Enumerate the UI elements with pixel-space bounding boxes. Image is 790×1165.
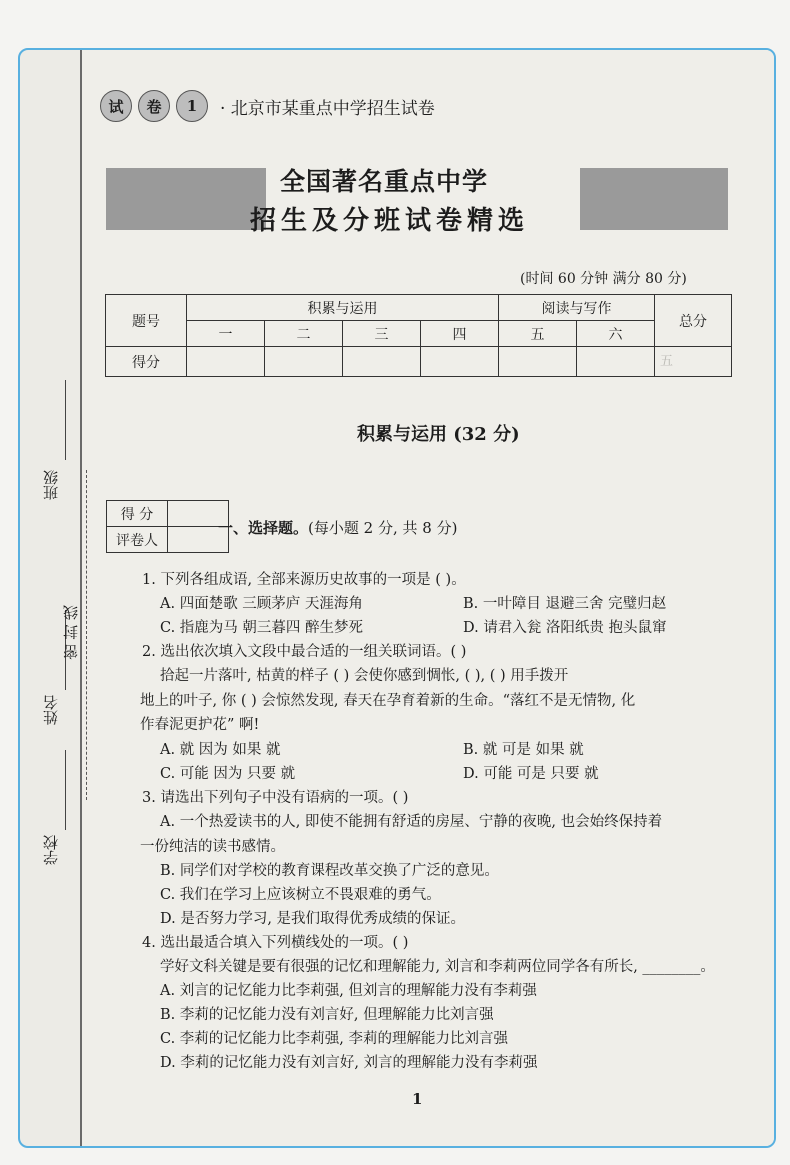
grade-score-label: 得 分 bbox=[107, 501, 168, 527]
school-blank bbox=[65, 750, 66, 830]
exam-time-info: (时间 60 分钟 满分 80 分) bbox=[520, 271, 687, 287]
score-cell bbox=[265, 347, 343, 377]
binding-gutter-line bbox=[80, 50, 82, 1146]
page-number: 1 bbox=[412, 1090, 423, 1108]
seal-line-label: 密 封 线 bbox=[62, 605, 80, 660]
question-1-option-a: A. 四面楚歌 三顾茅庐 天涯海角 bbox=[160, 596, 363, 612]
section-title: 积累与运用 (32 分) bbox=[357, 424, 520, 445]
score-cell bbox=[577, 347, 655, 377]
title-band-right bbox=[580, 168, 728, 230]
series-title: · 北京市某重点中学招生试卷 bbox=[220, 98, 435, 119]
title-sub: 招生及分班试卷精选 bbox=[250, 206, 530, 236]
score-table-score-label: 得分 bbox=[106, 347, 187, 377]
question-1-option-c: C. 指鹿为马 朝三暮四 醉生梦死 bbox=[160, 620, 364, 636]
grade-box bbox=[106, 500, 229, 553]
title-band-left bbox=[106, 168, 266, 230]
score-table-group-2: 阅读与写作 bbox=[499, 295, 655, 321]
score-cell bbox=[421, 347, 499, 377]
score-table bbox=[105, 294, 732, 377]
question-4-option-d: D. 李莉的记忆能力没有刘言好, 刘言的理解能力没有李莉强 bbox=[160, 1055, 538, 1071]
question-2-option-b: B. 就 可是 如果 就 bbox=[463, 742, 584, 758]
score-table-col: 二 bbox=[265, 321, 343, 347]
school-label: 学校 bbox=[42, 835, 60, 865]
score-cell-total bbox=[655, 347, 732, 377]
series-circle-1: 试 bbox=[100, 90, 132, 122]
score-table-total: 总分 bbox=[655, 295, 732, 347]
question-2-stem: 2. 选出依次填入文段中最合适的一组关联词语。( ) bbox=[142, 644, 467, 660]
series-header bbox=[100, 90, 435, 122]
name-label: 姓名 bbox=[42, 695, 60, 725]
score-table-group-1: 积累与运用 bbox=[187, 295, 499, 321]
question-2-passage-line-1: 拾起一片落叶, 枯黄的样子 ( ) 会使你感到惆怅, ( ), ( ) 用手拨开 bbox=[160, 668, 569, 684]
question-2-passage-line-2: 地上的叶子, 你 ( ) 会惊然发现, 春天在孕育着新的生命。“落红不是无情物, 化 bbox=[140, 693, 636, 709]
question-1-stem: 1. 下列各组成语, 全部来源历史故事的一项是 ( )。 bbox=[142, 572, 466, 588]
score-cell bbox=[343, 347, 421, 377]
question-2-option-d: D. 可能 可是 只要 就 bbox=[463, 766, 599, 782]
series-circle-number: 1 bbox=[176, 90, 208, 122]
series-circle-2: 卷 bbox=[138, 90, 170, 122]
score-table-col: 五 bbox=[499, 321, 577, 347]
question-3-option-a: A. 一个热爱读书的人, 即使不能拥有舒适的房屋、宁静的夜晚, 也会始终保持着 bbox=[160, 814, 663, 830]
question-3-stem: 3. 请选出下列句子中没有语病的一项。( ) bbox=[142, 790, 409, 806]
part1-title: 一、选择题。 bbox=[218, 519, 309, 537]
question-3-option-c: C. 我们在学习上应该树立不畏艰难的勇气。 bbox=[160, 887, 441, 903]
question-2-option-a: A. 就 因为 如果 就 bbox=[160, 742, 281, 758]
question-1-option-d: D. 请君入瓮 洛阳纸贵 抱头鼠窜 bbox=[463, 620, 667, 636]
grade-grader-label: 评卷人 bbox=[107, 527, 168, 553]
title-main: 全国著名重点中学 bbox=[280, 167, 489, 196]
bleed-through: 五 bbox=[660, 354, 674, 369]
score-cell bbox=[187, 347, 265, 377]
question-1-option-b: B. 一叶障目 退避三舍 完璧归赵 bbox=[463, 596, 667, 612]
question-4-passage: 学好文科关键是要有很强的记忆和理解能力, 刘言和李莉两位同学各有所长, ________。 bbox=[160, 959, 715, 975]
score-table-question-label: 题号 bbox=[106, 295, 187, 347]
class-blank bbox=[65, 380, 66, 460]
score-table-col: 三 bbox=[343, 321, 421, 347]
question-2-option-c: C. 可能 因为 只要 就 bbox=[160, 766, 296, 782]
question-3-option-a-cont: 一份纯洁的读书感情。 bbox=[140, 839, 285, 855]
score-table-col: 一 bbox=[187, 321, 265, 347]
question-4-option-a: A. 刘言的记忆能力比李莉强, 但刘言的理解能力没有李莉强 bbox=[160, 983, 537, 999]
question-2-passage-line-3: 作春泥更护花” 啊! bbox=[140, 717, 260, 733]
score-table-col: 四 bbox=[421, 321, 499, 347]
question-4-option-b: B. 李莉的记忆能力没有刘言好, 但理解能力比刘言强 bbox=[160, 1007, 494, 1023]
score-table-col: 六 bbox=[577, 321, 655, 347]
question-4-stem: 4. 选出最适合填入下列横线处的一项。( ) bbox=[142, 935, 409, 951]
seal-dash-line bbox=[86, 470, 87, 800]
part1-heading bbox=[218, 517, 457, 538]
question-3-option-d: D. 是否努力学习, 是我们取得优秀成绩的保证。 bbox=[160, 911, 466, 927]
part1-note: (每小题 2 分, 共 8 分) bbox=[308, 519, 458, 537]
class-label: 班级 bbox=[42, 470, 60, 500]
question-3-option-b: B. 同学们对学校的教育课程改革交换了广泛的意见。 bbox=[160, 863, 499, 879]
score-cell bbox=[499, 347, 577, 377]
question-4-option-c: C. 李莉的记忆能力比李莉强, 李莉的理解能力比刘言强 bbox=[160, 1031, 509, 1047]
